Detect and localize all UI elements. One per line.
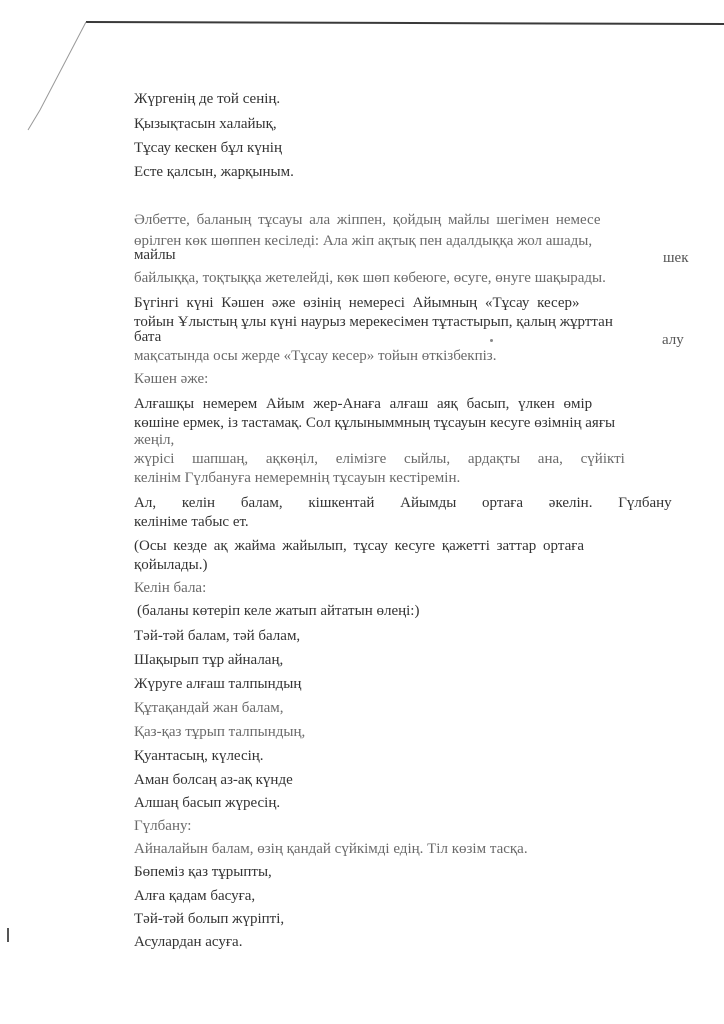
text-line: қойылады.) xyxy=(134,557,208,573)
text-line: жүрісі шапшаң, ақкөңіл, елімізге сыйлы, ардақты ана, сүйікті xyxy=(134,451,625,467)
text-line: Есте қалсын, жарқыным. xyxy=(134,164,294,180)
text-line: Тәй-тәй балам, тәй балам, xyxy=(134,628,301,644)
text-line: Келін бала: xyxy=(134,580,207,596)
text-line: келініме табыс ет. xyxy=(134,514,249,530)
text-line: байлыққа, тоқтыққа жетелейді, көк шөп көбеюге, өсуге, өнуге шақырады. xyxy=(134,270,606,286)
text-line: келінім Гүлбануға немеремнің тұсауын кестіремін. xyxy=(134,470,461,486)
text-line: Гүлбану: xyxy=(134,818,192,834)
text-line: алу xyxy=(662,332,684,348)
text-line: Тәй-тәй болып жүріпті, xyxy=(134,911,285,927)
text-line: Жүргенің де той сенің. xyxy=(134,91,281,107)
text-line: Тұсау кескен бұл күнің xyxy=(134,140,282,156)
text-line: Ал, келін балам, кішкентай Айымды ортаға әкелін. Гүлбану xyxy=(134,495,672,511)
text-line: Қаз-қаз тұрып талпындың, xyxy=(134,724,306,740)
text-line: Алғашқы немерем Айым жер-Анаға алғаш аяқ басып, үлкен өмір xyxy=(134,396,593,412)
text-line: жеңіл, xyxy=(134,432,175,448)
text-line: Шақырып тұр айналаң, xyxy=(134,652,284,668)
text-line: Бүгінгі күні Кәшен әже өзінің немересі Айымның «Тұсау кесер» xyxy=(134,295,580,311)
text-line: Асулардан асуға. xyxy=(134,934,243,950)
text-line: Қуантасың, күлесің. xyxy=(134,748,264,764)
text-line: Қызықтасын халайық, xyxy=(134,116,277,132)
margin-mark xyxy=(7,928,9,942)
text-line: майлы xyxy=(134,247,176,263)
text-line: Алға қадам басуға, xyxy=(134,888,256,904)
text-line: (Осы кезде ақ жайма жайылып, тұсау кесуге қажетті заттар ортаға xyxy=(134,538,585,554)
text-line: өрілген көк шөппен кесіледі: Ала жіп ақтық пен адалдыққа жол ашады, xyxy=(134,233,593,249)
text-line: көшіне ермек, із тастамақ. Сол құлыныммның тұсауын кесуге өзімнің аяғы xyxy=(134,415,616,431)
text-line: Әлбетте, баланың тұсауы ала жіппен, қойдың майлы шегімен немесе xyxy=(134,212,601,228)
text-line: Айналайын балам, өзің қандай сүйкімді едің. Тіл көзім тасқа. xyxy=(134,841,528,857)
text-line: Кәшен әже: xyxy=(134,371,209,387)
text-line: Құтақандай жан балам, xyxy=(134,700,284,716)
text-line: (баланы көтеріп келе жатып айтатын өлеңі:) xyxy=(137,603,420,619)
text-line: бата xyxy=(134,329,162,345)
text-line: Бөпеміз қаз тұрыпты, xyxy=(134,864,272,880)
pen-dot xyxy=(490,339,493,342)
text-line: тойын Ұлыстың ұлы күні наурыз мерекесімен тұтастырып, қалың жұрттан xyxy=(134,314,613,330)
text-line: Жүруге алғаш талпындың xyxy=(134,676,302,692)
text-line: шек xyxy=(663,250,689,266)
text-line: Алшаң басып жүресің. xyxy=(134,795,281,811)
text-line: Аман болсаң аз-ақ күнде xyxy=(134,772,293,788)
text-line: мақсатында осы жерде «Тұсау кесер» тойын өткізбекпіз. xyxy=(134,348,497,364)
